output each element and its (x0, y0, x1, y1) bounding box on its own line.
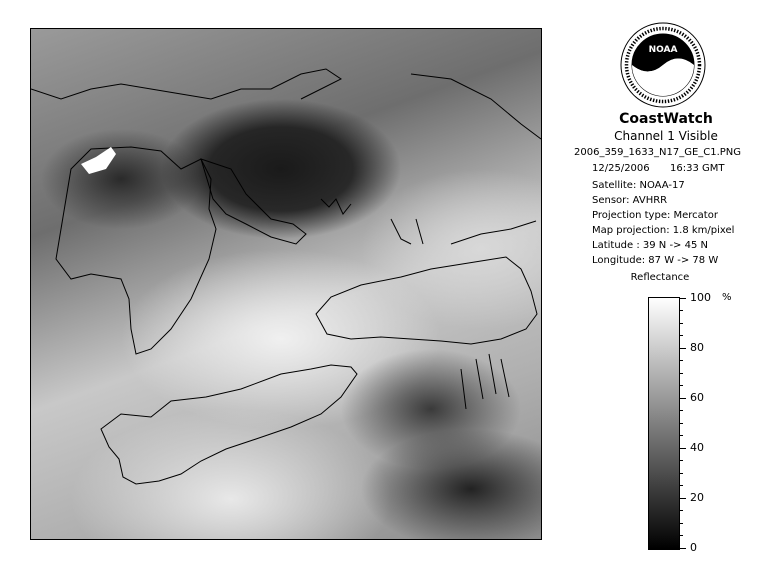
satellite-image (30, 28, 542, 540)
st-lawrence (451, 221, 536, 244)
minor-tick (680, 510, 683, 511)
minor-tick (680, 335, 683, 336)
minor-tick (680, 310, 683, 311)
tick-100 (680, 298, 686, 299)
image-filename: 2006_359_1633_N17_GE_C1.PNG (574, 147, 742, 158)
product-title: CoastWatch (619, 111, 713, 127)
satellite-info: Satellite: NOAA-17 (592, 180, 685, 191)
logo-text: NOAA (648, 45, 678, 55)
minor-tick (680, 473, 683, 474)
tick-40 (680, 448, 686, 449)
scale-title: Reflectance (630, 272, 690, 283)
tick-label-0: 0 (690, 541, 697, 554)
metadata-list (592, 178, 734, 268)
acquisition-datetime (592, 162, 725, 176)
minor-tick (680, 385, 683, 386)
minor-tick (680, 435, 683, 436)
lake-erie-outline (101, 365, 357, 484)
projection-type-info: Projection type: Mercator (592, 210, 718, 221)
islands-2 (391, 219, 423, 244)
tick-label-40: 40 (690, 441, 704, 454)
tick-label-60: 60 (690, 391, 704, 404)
minor-tick (680, 460, 683, 461)
scale-unit: % (722, 292, 732, 303)
bright-snow-patch (81, 147, 116, 174)
tick-label-100: 100 (690, 291, 711, 304)
acquisition-date: 12/25/2006 (592, 163, 650, 174)
longitude-info: Longitude: 87 W -> 78 W (592, 255, 719, 266)
minor-tick (680, 423, 683, 424)
northeast-shore (411, 74, 541, 139)
tick-80 (680, 348, 686, 349)
minor-tick (680, 373, 683, 374)
minor-tick (680, 535, 683, 536)
tick-0 (680, 548, 686, 549)
minor-tick (680, 485, 683, 486)
acquisition-time: 16:33 GMT (670, 163, 725, 174)
minor-tick (680, 410, 683, 411)
lake-ontario-outline (316, 257, 537, 344)
coastline-overlay (31, 29, 542, 540)
sensor-info: Sensor: AVHRR (592, 195, 668, 206)
minor-tick (680, 523, 683, 524)
channel-subtitle: Channel 1 Visible (614, 129, 718, 143)
latitude-info: Latitude : 39 N -> 45 N (592, 240, 708, 251)
tick-label-20: 20 (690, 491, 704, 504)
minor-tick (680, 323, 683, 324)
tick-20 (680, 498, 686, 499)
map-projection-info: Map projection: 1.8 km/pixel (592, 225, 735, 236)
tick-60 (680, 398, 686, 399)
finger-lakes (461, 354, 509, 409)
georgian-bay-outline (201, 159, 306, 244)
reflectance-scale-bar (648, 297, 680, 550)
islands-1 (321, 199, 351, 214)
noaa-logo (620, 22, 706, 108)
north-shore-outline (31, 69, 341, 99)
lake-huron-outline (56, 147, 216, 354)
tick-label-80: 80 (690, 341, 704, 354)
minor-tick (680, 360, 683, 361)
